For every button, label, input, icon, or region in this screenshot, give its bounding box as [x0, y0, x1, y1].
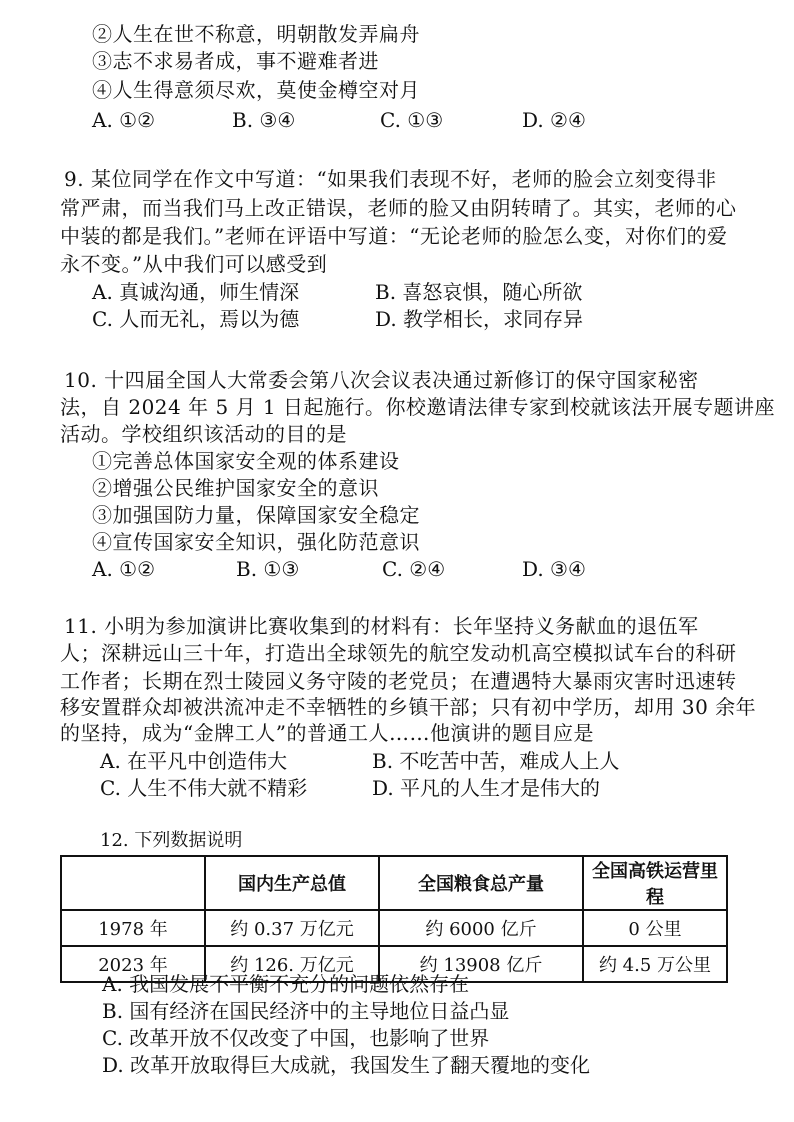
q11-stem-line-2: 人；深耕远山三十年，打造出全球领先的航空发动机高空模拟试车台的科研 — [60, 641, 737, 665]
q8-item-3: ③志不求易者成，事不避难者进 — [92, 49, 379, 73]
table-header-cell: 国内生产总值 — [205, 856, 379, 910]
q9-option-a: A. 真诚沟通，师生情深 — [92, 280, 300, 304]
table-header-row — [61, 856, 727, 910]
q9-stem-line-3: 中装的都是我们。”老师在评语中写道：“无论老师的脸怎么变，对你们的爱 — [60, 224, 728, 248]
table-header-cell: 全国粮食总产量 — [379, 856, 583, 910]
q12-data-table — [60, 855, 728, 983]
q8-option-c: C. ①③ — [380, 108, 444, 132]
table-cell: 约 13908 亿斤 — [379, 946, 583, 982]
q12-title: 12. 下列数据说明 — [100, 830, 243, 851]
q10-item-1: ①完善总体国家安全观的体系建设 — [92, 449, 400, 473]
table-cell: 2023 年 — [61, 946, 205, 982]
q11-option-c: C. 人生不伟大就不精彩 — [100, 776, 308, 800]
q8-item-2: ②人生在世不称意，明朝散发弄扁舟 — [92, 22, 420, 46]
q10-item-2: ②增强公民维护国家安全的意识 — [92, 476, 379, 500]
q12-option-c: C. 改革开放不仅改变了中国，也影响了世界 — [102, 1026, 490, 1050]
q10-item-4: ④宣传国家安全知识，强化防范意识 — [92, 530, 420, 554]
q11-stem-line-5: 的坚持，成为“金牌工人”的普通工人……他演讲的题目应是 — [60, 721, 594, 745]
q9-stem-line-1: 9. 某位同学在作文中写道：“如果我们表现不好，老师的脸会立刻变得非 — [64, 167, 717, 191]
q8-option-a: A. ①② — [92, 108, 156, 132]
table-cell: 0 公里 — [583, 910, 727, 946]
q12-option-b: B. 国有经济在国民经济中的主导地位日益凸显 — [102, 999, 510, 1023]
table-header-cell — [61, 856, 205, 910]
q10-stem-line-1: 10. 十四届全国人大常委会第八次会议表决通过新修订的保守国家秘密 — [64, 368, 699, 392]
table-cell: 约 6000 亿斤 — [379, 910, 583, 946]
q11-option-a: A. 在平凡中创造伟大 — [100, 749, 288, 773]
table-cell: 约 0.37 万亿元 — [205, 910, 379, 946]
q10-stem-line-2: 法，自 2024 年 5 月 1 日起施行。你校邀请法律专家到校就该法开展专题讲座 — [60, 395, 775, 419]
q10-option-d: D. ③④ — [522, 557, 586, 581]
q8-option-b: B. ③④ — [232, 108, 296, 132]
table-row — [61, 910, 727, 946]
q10-option-c: C. ②④ — [382, 557, 446, 581]
table-cell: 约 4.5 万公里 — [583, 946, 727, 982]
q10-option-b: B. ①③ — [236, 557, 300, 581]
q11-stem-line-1: 11. 小明为参加演讲比赛收集到的材料有：长年坚持义务献血的退伍军 — [64, 614, 699, 638]
q10-option-a: A. ①② — [92, 557, 156, 581]
q11-option-b: B. 不吃苦中苦，难成人上人 — [372, 749, 620, 773]
q11-stem-line-4: 移安置群众却被洪流冲走不幸牺牲的乡镇干部；只有初中学历，却用 30 余年 — [60, 695, 757, 719]
table-cell: 约 126. 万亿元 — [205, 946, 379, 982]
q8-item-4: ④人生得意须尽欢，莫使金樽空对月 — [92, 78, 420, 102]
q9-stem-line-2: 常严肃，而当我们马上改正错误，老师的脸又由阴转晴了。其实，老师的心 — [60, 196, 737, 220]
q12-option-a: A. 我国发展不平衡不充分的问题依然存在 — [102, 972, 470, 996]
table-header-cell: 全国高铁运营里程 — [583, 856, 727, 910]
q8-option-d: D. ②④ — [522, 108, 586, 132]
q11-stem-line-3: 工作者；长期在烈士陵园义务守陵的老党员；在遭遇特大暴雨灾害时迅速转 — [60, 669, 737, 693]
q9-option-b: B. 喜怒哀惧，随心所欲 — [375, 280, 583, 304]
q11-option-d: D. 平凡的人生才是伟大的 — [372, 776, 601, 800]
q9-option-c: C. 人而无礼，焉以为德 — [92, 307, 300, 331]
q9-stem-line-4: 永不变。”从中我们可以感受到 — [60, 252, 328, 276]
q10-item-3: ③加强国防力量，保障国家安全稳定 — [92, 503, 420, 527]
q12-option-d: D. 改革开放取得巨大成就，我国发生了翻天覆地的变化 — [102, 1053, 591, 1077]
q10-stem-line-3: 活动。学校组织该活动的目的是 — [60, 422, 347, 446]
table-cell: 1978 年 — [61, 910, 205, 946]
q9-option-d: D. 教学相长，求同存异 — [375, 307, 584, 331]
